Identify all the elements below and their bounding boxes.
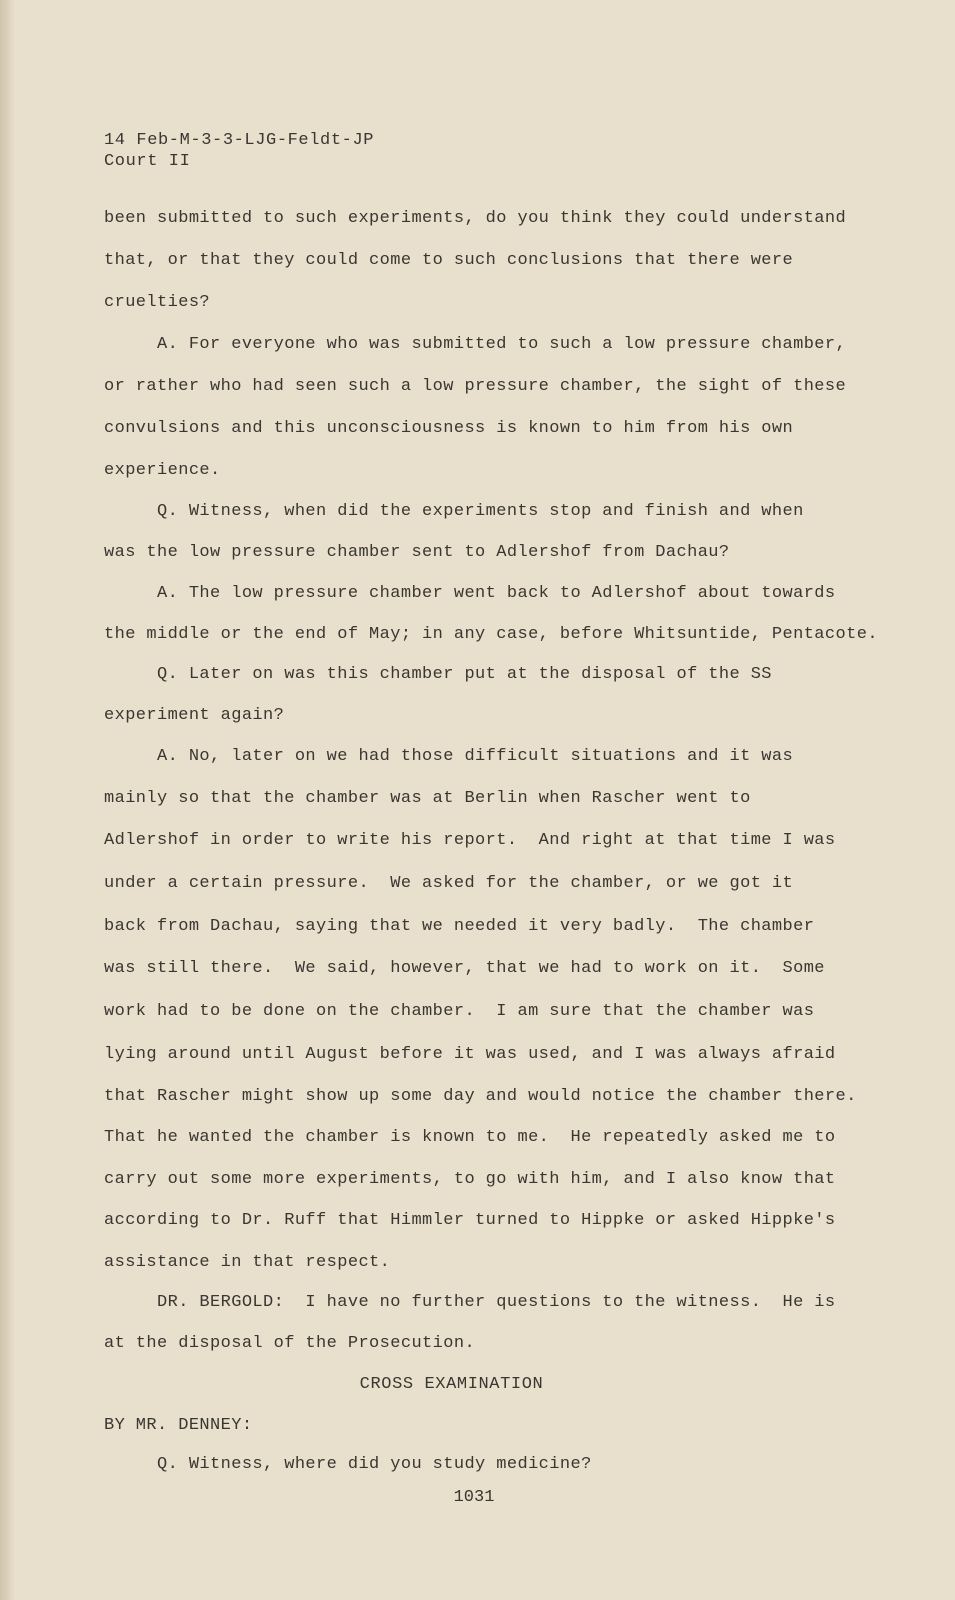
transcript-line: That he wanted the chamber is known to me. He repeatedly asked me to — [104, 1128, 836, 1147]
transcript-line: at the disposal of the Prosecution. — [104, 1334, 476, 1353]
transcript-line: carry out some more experiments, to go with him, and I also know that — [104, 1170, 836, 1189]
transcript-line: assistance in that respect. — [104, 1253, 391, 1272]
transcript-line: been submitted to such experiments, do you think they could understand — [104, 209, 847, 228]
transcript-line: convulsions and this unconsciousness is known to him from his own — [104, 419, 794, 438]
transcript-line: lying around until August before it was used, and I was always afraid — [104, 1045, 836, 1064]
transcript-line: Adlershof in order to write his report. And right at that time I was — [104, 831, 836, 850]
page-number: 1031 — [453, 1488, 495, 1507]
transcript-line: work had to be done on the chamber. I am sure that the chamber was — [104, 1002, 815, 1021]
transcript-line: was the low pressure chamber sent to Adlershof from Dachau? — [104, 543, 730, 562]
transcript-line: A. For everyone who was submitted to such a low pressure chamber, — [104, 335, 847, 354]
transcript-line: cruelties? — [104, 293, 211, 312]
transcript-line: the middle or the end of May; in any case, before Whitsuntide, Pentacote. — [104, 625, 878, 644]
transcript-line: DR. BERGOLD: I have no further questions to the witness. He is — [104, 1293, 836, 1312]
header-court: Court II — [104, 152, 191, 171]
transcript-line: under a certain pressure. We asked for the chamber, or we got it — [104, 874, 794, 893]
transcript-line: A. The low pressure chamber went back to Adlershof about towards — [104, 584, 836, 603]
transcript-line: experience. — [104, 461, 221, 480]
transcript-line: back from Dachau, saying that we needed it very badly. The chamber — [104, 917, 815, 936]
transcript-line: Q. Witness, where did you study medicine? — [104, 1455, 592, 1474]
transcript-line: mainly so that the chamber was at Berlin when Rascher went to — [104, 789, 751, 808]
transcript-line: that, or that they could come to such conclusions that there were — [104, 251, 794, 270]
transcript-line: A. No, later on we had those difficult situations and it was — [104, 747, 794, 766]
examiner-line: BY MR. DENNEY: — [104, 1416, 253, 1435]
transcript-line: Q. Witness, when did the experiments stop and finish and when — [104, 502, 804, 521]
transcript-line: was still there. We said, however, that we had to work on it. Some — [104, 959, 825, 978]
section-heading: CROSS EXAMINATION — [359, 1375, 544, 1394]
document-header — [104, 130, 374, 172]
header-reference: 14 Feb-M-3-3-LJG-Feldt-JP — [104, 131, 375, 150]
transcript-line: or rather who had seen such a low pressure chamber, the sight of these — [104, 377, 847, 396]
transcript-line: according to Dr. Ruff that Himmler turned to Hippke or asked Hippke's — [104, 1211, 836, 1230]
transcript-line: Q. Later on was this chamber put at the disposal of the SS — [104, 665, 772, 684]
page-left-edge — [0, 0, 14, 1600]
transcript-line: that Rascher might show up some day and would notice the chamber there. — [104, 1087, 857, 1106]
transcript-line: experiment again? — [104, 706, 285, 725]
